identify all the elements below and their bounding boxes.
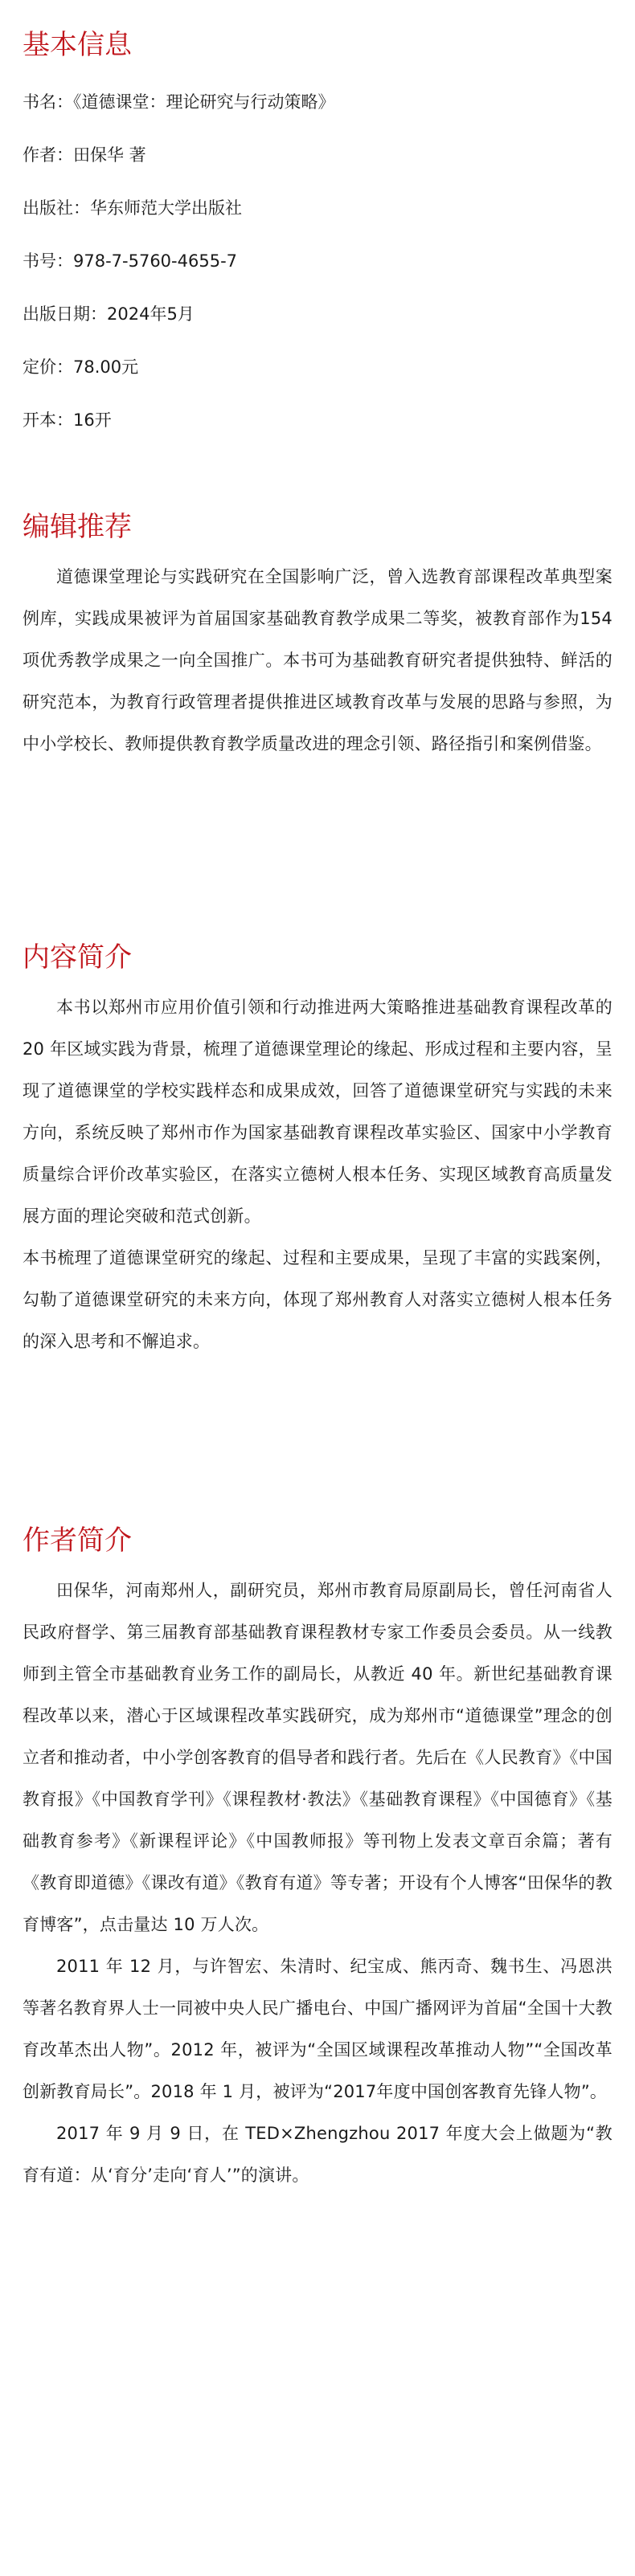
author-intro-section <box>23 1525 612 2196</box>
publisher-field: 出版社：华东师范大学出版社 <box>23 198 242 218</box>
author-intro-heading: 作者简介 <box>23 1525 132 1557</box>
editor-recommendation-section <box>23 511 612 765</box>
content-summary-paragraph: 本书以郑州市应用价值引领和行动推进两大策略推进基础教育课程改革的 20 年区域实践为背景，梳理了道德课堂理论的缘起、形成过程和主要内容，呈现了道德课堂的学校实践样态和成果成效，回答了道德课堂研究与实践的未来方向，系统反映了郑州市作为国家基础教育课程改革实验区、国家中小学教育质量综合评价改革实验区，在落实立德树人根本任务、实现区域教育高质量发展方面的理论突破和范式创新。 <box>23 998 612 1226</box>
basic-info-list <box>23 92 612 431</box>
editor-recommendation-heading: 编辑推荐 <box>23 511 132 543</box>
content-summary-section <box>23 941 612 1362</box>
basic-info-heading: 基本信息 <box>23 29 132 61</box>
author-field: 作者：田保华 著 <box>23 145 146 165</box>
isbn-field: 书号：978-7-5760-4655-7 <box>23 251 238 271</box>
content-summary-paragraph: 本书梳理了道德课堂研究的缘起、过程和主要成果，呈现了丰富的实践案例，勾勒了道德课堂研究的未来方向，体现了郑州教育人对落实立德树人根本任务的深入思考和不懈追求。 <box>23 1248 612 1351</box>
author-intro-paragraph: 田保华，河南郑州人，副研究员，郑州市教育局原副局长，曾任河南省人民政府督学、第三届教育部基础教育课程教材专家工作委员会委员。从一线教师到主管全市基础教育业务工作的副局长，从教近 40 年。新世纪基础教育课程改革以来，潜心于区域课程改革实践研究，成为郑州市“道德课堂”理念的创立者和推动者，中小学创客教育的倡导者和践行者。先后在《人民教育》《中国教育报》《中国教育学刊》《课程教材·教法》《基础教育课程》《中国德育》《基础教育参考》《新课程评论》《中国教师报》等刊物上发表文章百余篇；著有《教育即道德》《课改有道》《教育有道》等专著；开设有个人博客“田保华的教育博客”，点击量达 10 万人次。 <box>23 1581 612 1934</box>
format-field: 开本：16开 <box>23 410 112 430</box>
basic-info-section <box>23 29 612 431</box>
price-field: 定价：78.00元 <box>23 357 139 377</box>
publish-date-field: 出版日期：2024年5月 <box>23 304 195 324</box>
book-title-field: 书名：《道德课堂：理论研究与行动策略》 <box>23 92 335 112</box>
content-summary-heading: 内容简介 <box>23 941 132 974</box>
author-intro-paragraph: 2017 年 9 月 9 日，在 TED×Zhengzhou 2017 年度大会上做题为“教育有道：从‘育分’走向‘育人’”的演讲。 <box>23 2124 612 2185</box>
editor-recommendation-paragraph: 道德课堂理论与实践研究在全国影响广泛，曾入选教育部课程改革典型案例库，实践成果被评为首届国家基础教育教学成果二等奖，被教育部作为154项优秀教学成果之一向全国推广。本书可为基础教育研究者提供独特、鲜活的研究范本，为教育行政管理者提供推进区域教育改革与发展的思路与参照，为中小学校长、教师提供教育教学质量改进的理念引领、路径指引和案例借鉴。 <box>23 567 612 753</box>
author-intro-paragraph: 2011 年 12 月，与许智宏、朱清时、纪宝成、熊丙奇、魏书生、冯恩洪等著名教育界人士一同被中央人民广播电台、中国广播网评为首届“全国十大教育改革杰出人物”。2012 年，被评为“全国区域课程改革推动人物”“全国改革创新教育局长”。2018 年 1 月，被评为“2017年度中国创客教育先锋人物”。 <box>23 1957 612 2101</box>
